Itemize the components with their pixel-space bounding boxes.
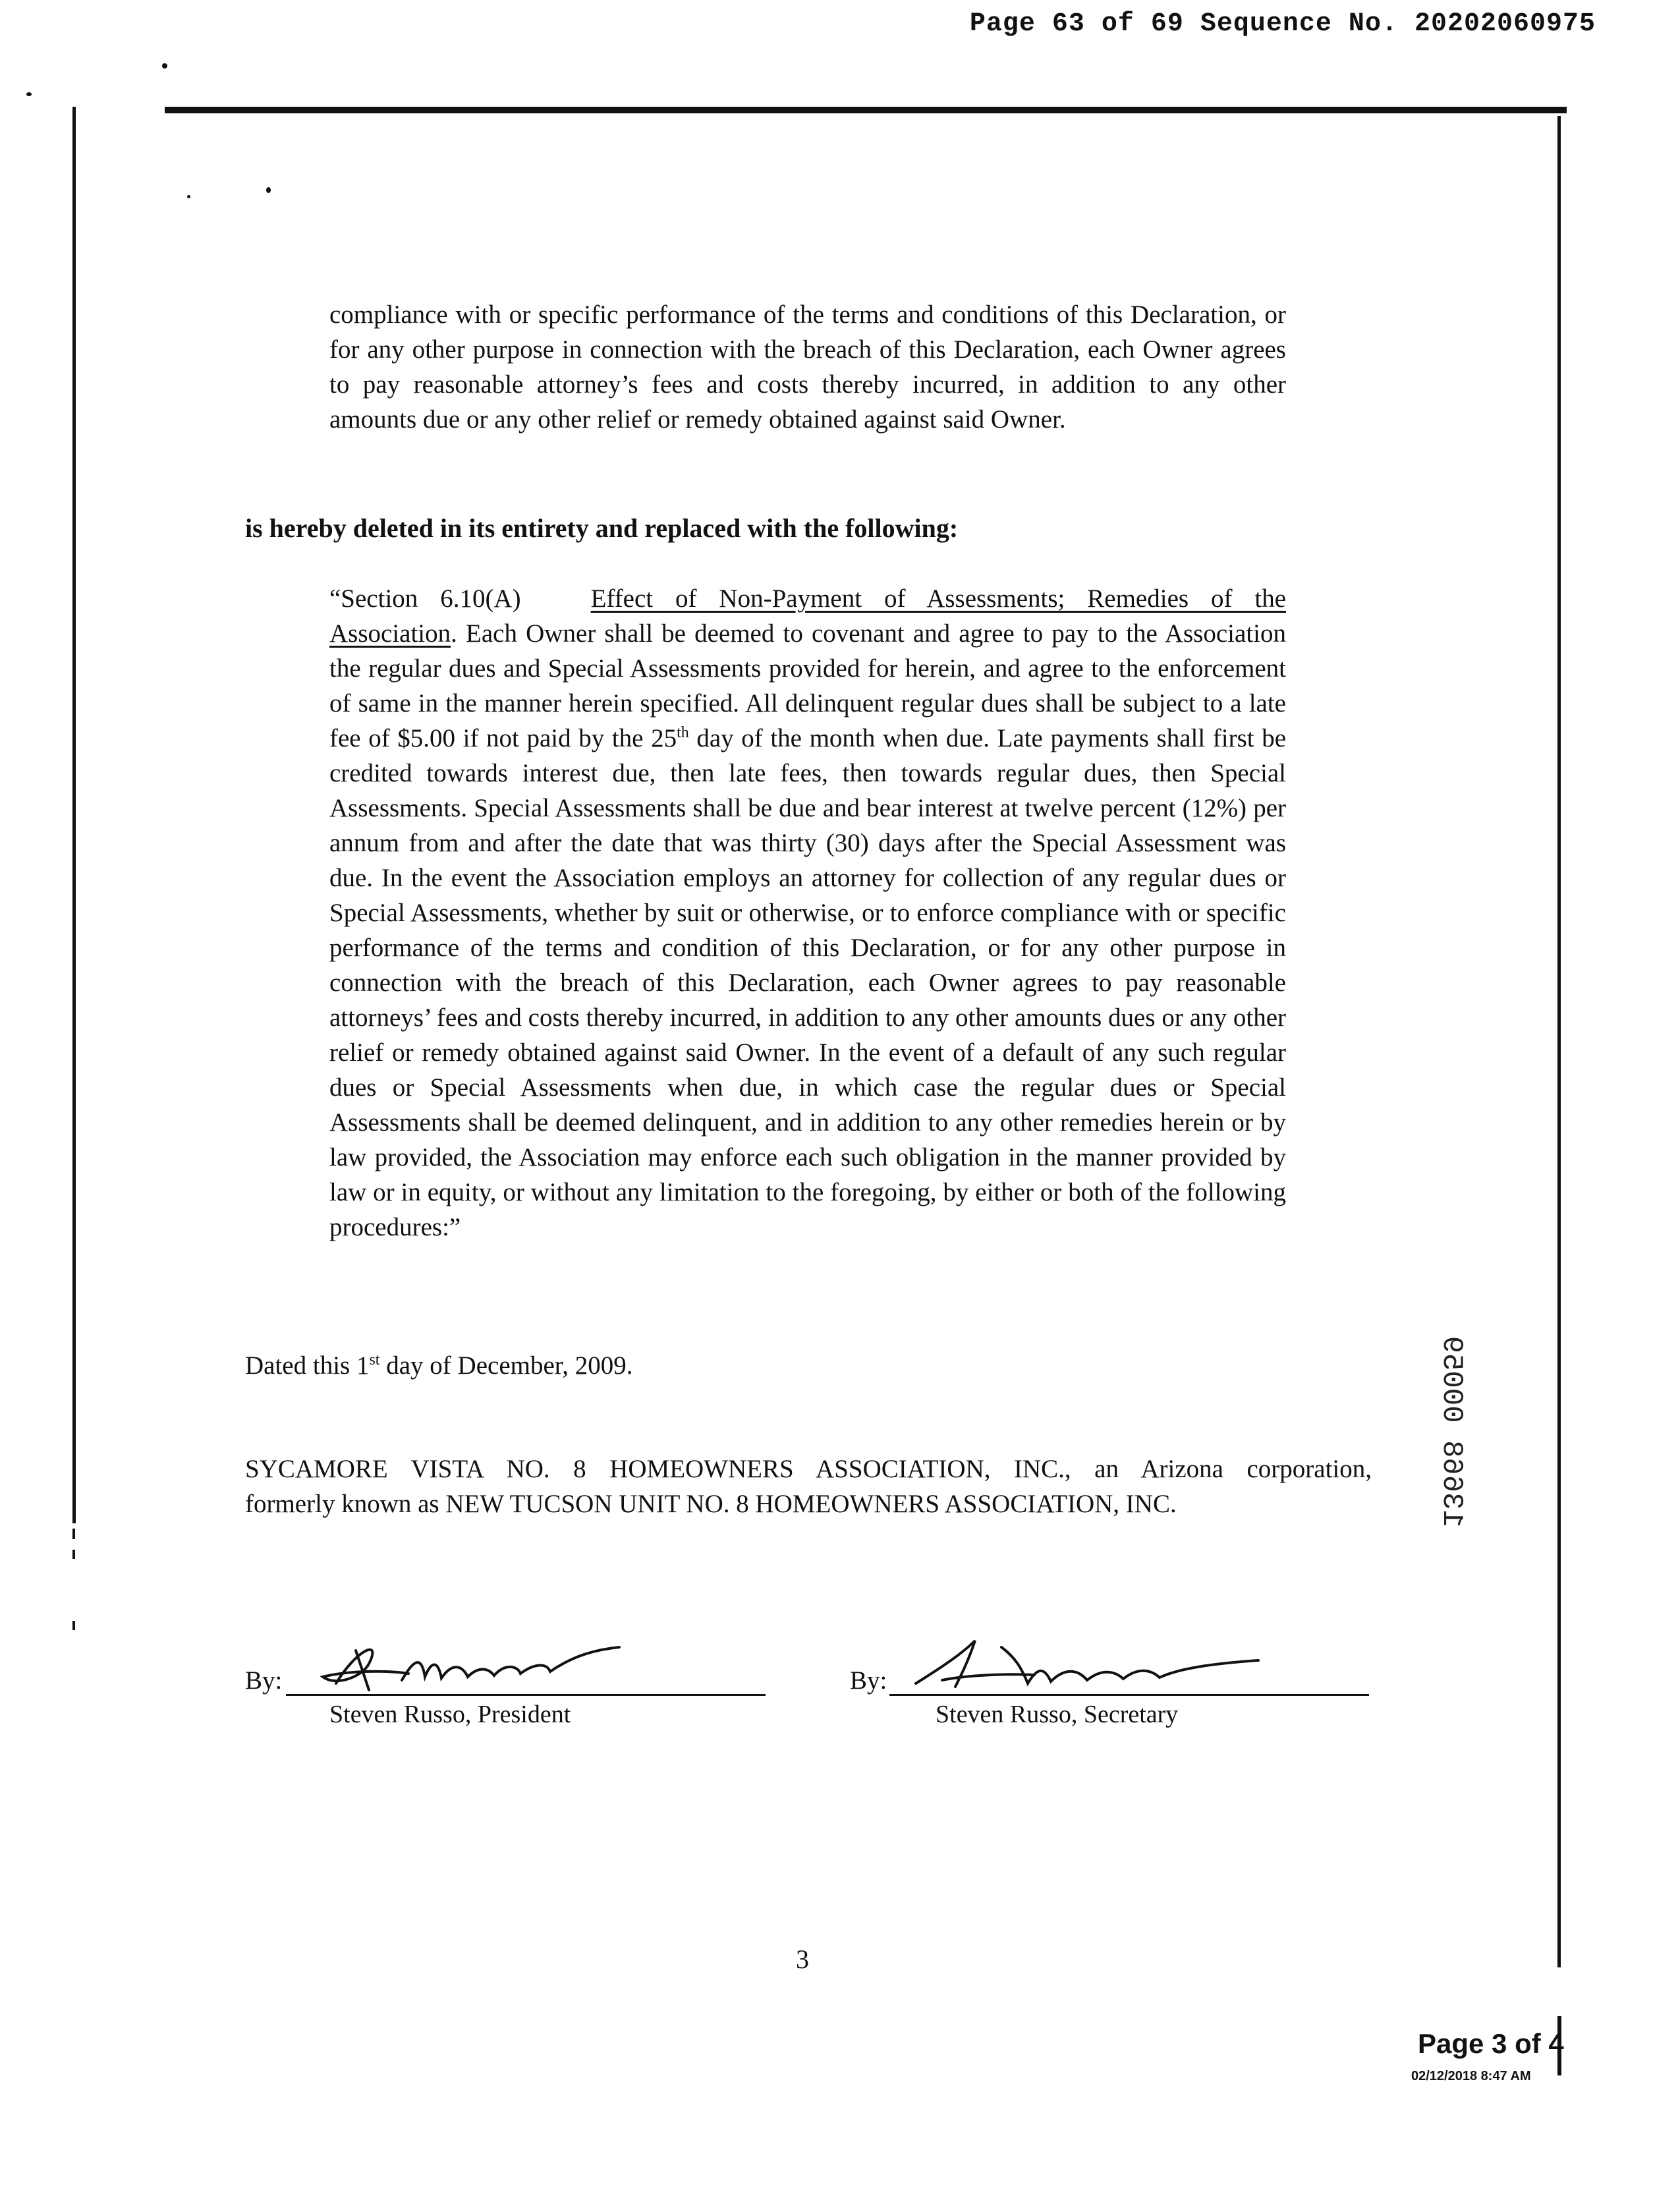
top-border-line bbox=[165, 107, 1567, 113]
scan-speck bbox=[187, 195, 190, 198]
dated-ordinal: st bbox=[369, 1351, 380, 1368]
signer-name-secretary: Steven Russo, Secretary bbox=[936, 1701, 1179, 1728]
section-text: . Each Owner shall be deemed to covenant and agree to pay to the Association the regular dues and Special Assessments provided for herein, and agree to the enforcement of same in the manner herein specified. All delinquent regular dues shall be subject to a late fee of $5.00 if not paid by the 25 bbox=[329, 619, 1286, 752]
association-line-2: formerly known as NEW TUCSON UNIT NO. 8 HOMEOWNERS ASSOCIATION, INC. bbox=[245, 1490, 1177, 1518]
page-number: 3 bbox=[796, 1944, 809, 1974]
scan-mark bbox=[72, 1456, 75, 1468]
signature-by-label-president: By: bbox=[245, 1666, 283, 1695]
signature-by-label-secretary: By: bbox=[850, 1666, 887, 1695]
section-text-continued: day of the month when due. Late payments shall first be credited towards interest due, then late fees, then towards regular dues, then Special Assessments. Special Assessments shall be due and bear interest at twelve percent (12%) per annum from and after the date that was thirty (30) days after the Special Assessment was due. In the event the Association employs an attorney for collection of any regular dues or Special Assessments, whether by suit or otherwise, or to enforce compliance with or specific performance of the terms and condition of this Declaration, or for any other purpose in connection with the breach of this Declaration, each Owner agrees to pay reasonable attorneys’ fees and costs thereby incurred, in addition to any other amounts dues or any other relief or remedy obtained against said Owner. In the event of a default of any such regular dues or Special Assessments when due, in which case the regular dues or Special Assessments shall be deemed delinquent, and in addition to any other remedies herein or by law provided, the Association may enforce each such obligation in the manner provided by law or in equity, or without any limitation to the foregoing, by either or both of the following procedures:” bbox=[329, 724, 1287, 1241]
recording-code-vertical: 13668 00059 bbox=[1435, 1336, 1468, 1527]
scan-mark bbox=[72, 1550, 75, 1559]
scan-mark bbox=[72, 1621, 75, 1630]
section-number: “Section 6.10(A) bbox=[329, 584, 521, 613]
signer-name-president: Steven Russo, President bbox=[329, 1701, 571, 1728]
signature-secretary bbox=[903, 1627, 1272, 1700]
section-6-10a bbox=[329, 581, 1286, 1245]
scan-mark bbox=[72, 1476, 75, 1485]
dated-suffix: day of December, 2009. bbox=[379, 1351, 633, 1380]
left-border-line bbox=[72, 107, 76, 1523]
scan-speck bbox=[162, 63, 167, 69]
association-line-1: SYCAMORE VISTA NO. 8 HOMEOWNERS ASSOCIATION, INC., an Arizona corporation, bbox=[245, 1455, 1372, 1483]
page-of-indicator: Page 3 of 4 bbox=[1418, 2028, 1564, 2059]
dated-line bbox=[245, 1351, 632, 1380]
paragraph-text: compliance with or specific performance of the terms and conditions of this Declaration, or for any other purpose in connection with the breach of this Declaration, each Owner agrees to pay reasonable attorney’s fees and costs thereby incurred, in addition to any other amounts due or any other relief or remedy obtained against said Owner. bbox=[329, 300, 1286, 434]
right-border-line bbox=[1557, 116, 1561, 1967]
section-heading-continued: Association bbox=[329, 619, 451, 648]
dated-prefix: Dated this 1 bbox=[245, 1351, 370, 1380]
scan-mark bbox=[72, 1529, 75, 1539]
signature-president bbox=[310, 1624, 652, 1703]
recording-sequence-header: Page 63 of 69 Sequence No. 20202060975 bbox=[969, 9, 1596, 39]
scan-speck bbox=[26, 92, 32, 96]
continued-paragraph bbox=[329, 297, 1286, 437]
section-heading: Effect of Non-Payment of Assessments; Remedies of the bbox=[590, 584, 1287, 613]
print-timestamp: 02/12/2018 8:47 AM bbox=[1411, 2069, 1531, 2083]
replacement-intro: is hereby deleted in its entirety and replaced with the following: bbox=[245, 513, 959, 543]
ordinal-suffix: th bbox=[677, 724, 689, 741]
scan-speck bbox=[266, 187, 271, 193]
association-block bbox=[245, 1452, 1372, 1521]
